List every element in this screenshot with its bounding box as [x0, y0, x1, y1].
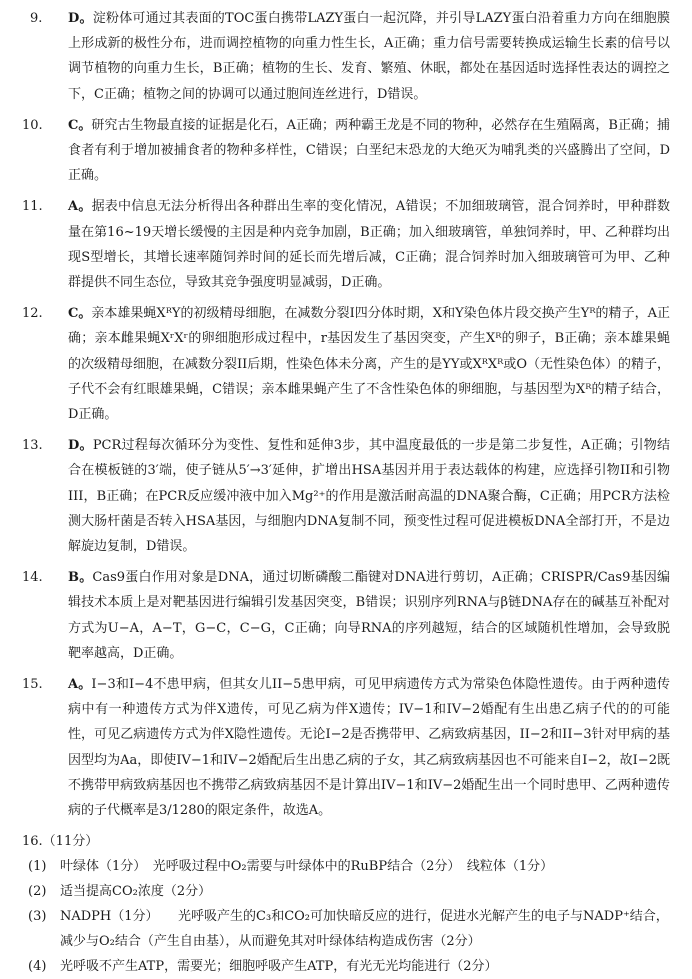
question-answer: A。 [68, 677, 92, 693]
question-10 [22, 113, 670, 189]
question-16-header: 16.（11分） [22, 834, 99, 850]
question-number: 15. [22, 677, 43, 693]
question-number: 11. [22, 199, 43, 215]
question-answer: A。 [68, 199, 92, 215]
question-number: 13. [22, 438, 43, 454]
question-15 [22, 672, 670, 823]
question-answer: B。 [68, 570, 93, 586]
question-16 [22, 829, 670, 979]
question-explanation: 据表中信息无法分析得出各种群出生率的变化情况，A错误；不加细玻璃管，混合饲养时，甲种群数量在第16~19天增长缓慢的主因是种内竞争加剧，B正确；加入细玻璃管，单独饲养时，甲、乙种群均出现S型增长，其增长速率随饲养时间的延长而先增后减，C正确；混合饲养时加入细玻璃管可为甲、乙种群提供不同生态位，导致其竞争强度明显减弱，D正确。 [68, 199, 670, 291]
part-number: (2) [28, 884, 47, 900]
part-text: NADPH（1分） 光呼吸产生的C₃和CO₂可加快暗反应的进行，促进水光解产生的电子与NADP⁺结合，减少与O₂结合（产生自由基），从而避免其对叶绿体结构造成伤害（2分） [60, 909, 669, 950]
question-number: 14. [22, 570, 43, 586]
question-16-part-3 [22, 904, 670, 954]
question-9 [22, 6, 670, 107]
question-number: 12. [22, 306, 43, 322]
question-explanation: PCR过程每次循环分为变性、复性和延伸3步，其中温度最低的一步是第二步复性，A正确；引物结合在模板链的3′端，使子链从5′→3′延伸，扩增出HSA基因并用于表达载体的构建，应选择引物II和引物III，B正确；在PCR反应缓冲液中加入Mg²⁺的作用是激活耐高温的DNA聚合酶，C正确；用PCR方法检测大肠杆菌是否转入HSA基因，与细胞内DNA复制不同，预变性过程可促进模板DNA全部打开，不是边解旋边复制，D错误。 [68, 438, 670, 555]
question-explanation: 研究古生物最直接的证据是化石，A正确；两种霸王龙是不同的物种，必然存在生殖隔离，B正确；捕食者有利于增加被捕食者的物种多样性，C错误；白垩纪末恐龙的大绝灭为哺乳类的兴盛腾出了空间，D正确。 [68, 117, 670, 184]
question-answer: D。 [68, 438, 93, 454]
question-12 [22, 301, 670, 427]
part-number: (1) [28, 859, 47, 875]
question-number: 10. [22, 117, 43, 133]
question-explanation: 淀粉体可通过其表面的TOC蛋白携带LAZY蛋白一起沉降，并引导LAZY蛋白沿着重力方向在细胞膜上形成新的极性分布，进而调控植物的向重力性生长，A正确；重力信号需要转换成运输生长素的信号以调节植物的向重力生长，B正确；植物的生长、发育、繁殖、休眠，都处在基因适时选择性表达的调控之下，C正确；植物之间的协调可以通过胞间连丝进行，D错误。 [68, 11, 670, 102]
question-answer: D。 [68, 11, 93, 26]
question-explanation: 亲本雄果蝇XᴿY的初级精母细胞，在减数分裂I四分体时期，X和Y染色体片段交换产生Yᴿ的精子，A正确；亲本雌果蝇XʳXʳ的卵细胞形成过程中，r基因发生了基因突变，产生Xᴿ的卵子，B正确；亲本雄果蝇的次级精母细胞，在减数分裂II后期，性染色体未分离，产生的是YY或XᴿXᴿ或O（无性染色体）的精子，子代不会有红眼雄果蝇，C错误；亲本雌果蝇产生了不含性染色体的卵细胞，与基因型为Xᴿ的精子结合，D正确。 [68, 306, 670, 423]
question-16-part-4 [22, 954, 670, 979]
question-explanation: Cas9蛋白作用对象是DNA，通过切断磷酸二酯键对DNA进行剪切，A正确；CRISPR/Cas9基因编辑技术本质上是对靶基因进行编辑引发基因突变，B错误；识别序列RNA与β链DNA存在的碱基互补配对方式为U−A，A−T，G−C，C−G，C正确；向导RNA的序列越短，结合的区域随机性增加，会导致脱靶率越高，D正确。 [68, 570, 670, 661]
question-14 [22, 565, 670, 666]
part-text: 适当提高CO₂浓度（2分） [60, 884, 212, 900]
part-number: (3) [28, 909, 47, 925]
question-16-part-1 [22, 854, 670, 879]
question-explanation: I−3和I−4不患甲病，但其女儿II−5患甲病，可见甲病遗传方式为常染色体隐性遗传。由于两种遗传病中有一种遗传方式为伴X遗传，可见乙病为伴X遗传；IV−1和IV−2婚配有生出患乙病子代的的可能性，可见乙病遗传方式为伴X隐性遗传。无论I−2是否携带甲、乙病致病基因，II−2和II−3针对甲病的基因型均为Aa，即使IV−1和IV−2婚配后生出患乙病的子女，其乙病致病基因也不可能来自I−2，故I−2既不携带甲病致病基因也不携带乙病致病基因不是计算出IV−1和IV−2婚配生出一个同时患甲、乙两种遗传病的子代概率是3/1280的限定条件，故选A。 [68, 677, 670, 819]
part-text: 叶绿体（1分） 光呼吸过程中O₂需要与叶绿体中的RuBP结合（2分） 线粒体（1分） [60, 859, 554, 875]
question-11 [22, 194, 670, 295]
question-16-part-2 [22, 879, 670, 904]
question-answer: C。 [68, 117, 92, 133]
part-text: 光呼吸不产生ATP，需要光；细胞呼吸产生ATP，有光无光均能进行（2分） [60, 959, 498, 975]
part-number: (4) [28, 959, 47, 975]
question-answer: C。 [68, 306, 92, 322]
question-13 [22, 433, 670, 559]
question-number: 9. [30, 11, 43, 26]
